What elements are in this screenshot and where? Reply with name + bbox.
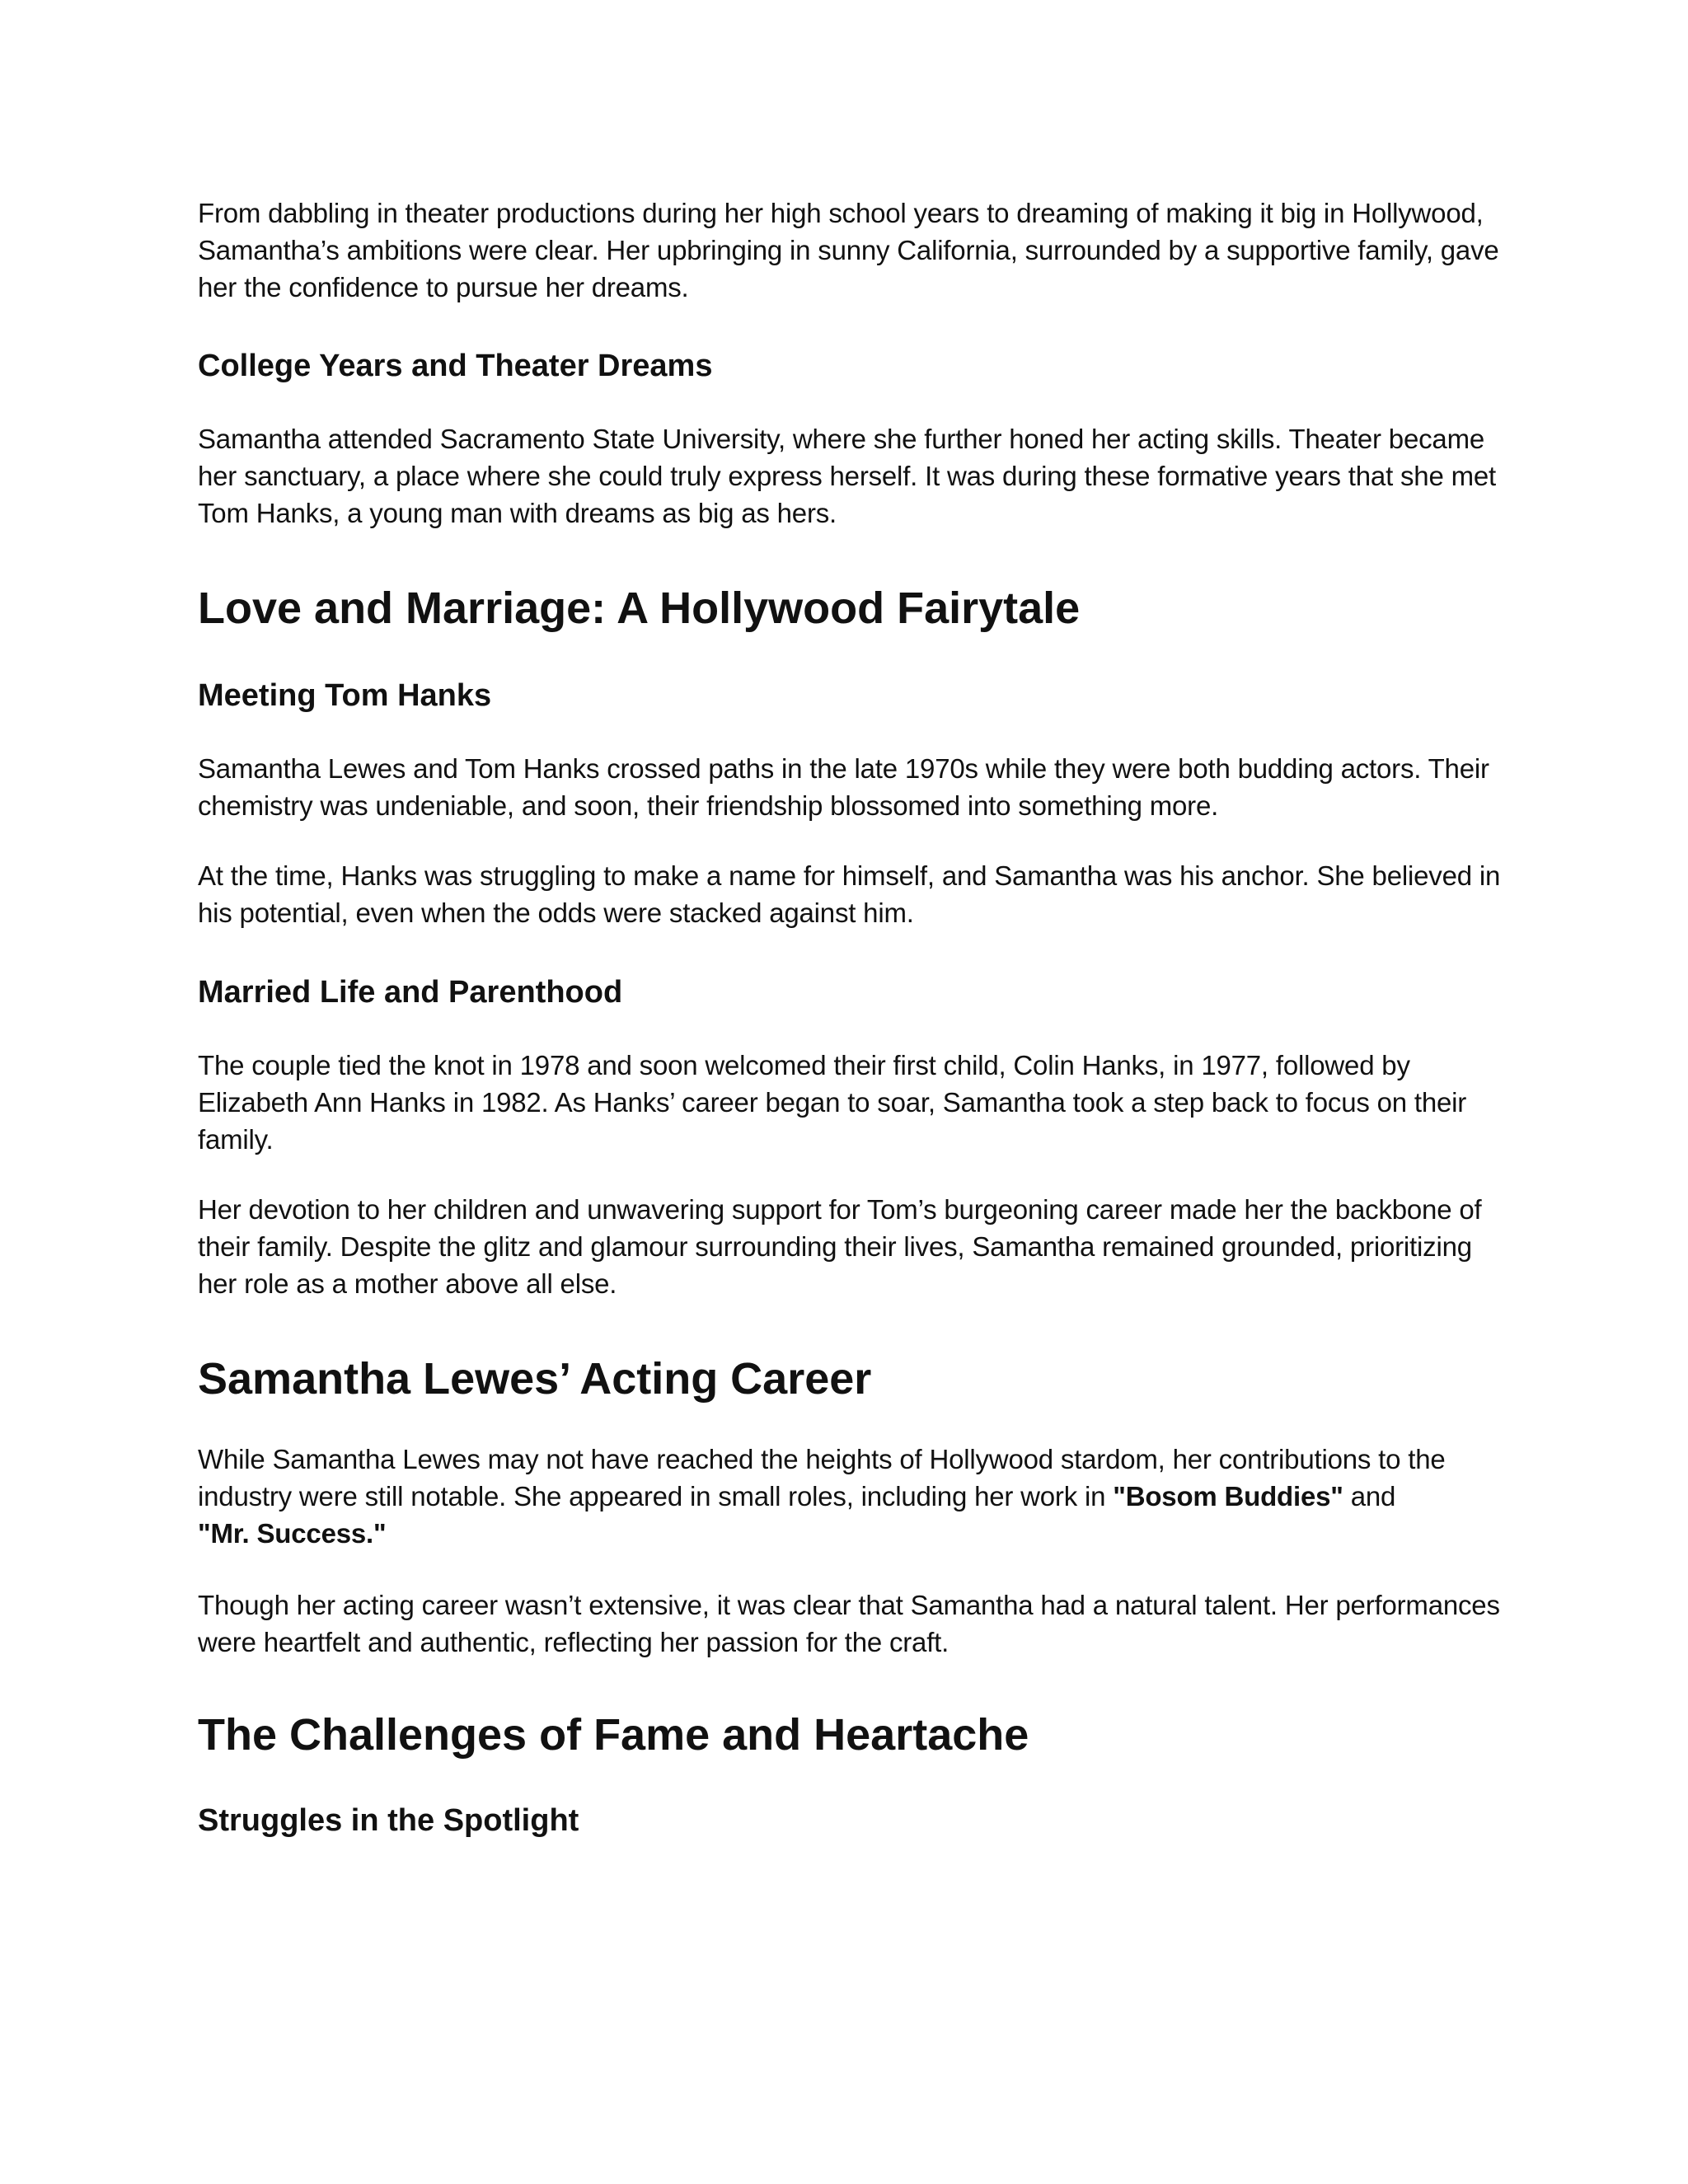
paragraph-acting-text-mid: and — [1343, 1481, 1396, 1511]
heading-college-years: College Years and Theater Dreams — [198, 349, 713, 383]
heading-acting-career: Samantha Lewes’ Acting Career — [198, 1354, 872, 1404]
heading-married-life: Married Life and Parenthood — [198, 975, 623, 1010]
paragraph-meeting: Samantha Lewes and Tom Hanks crossed paths in the late 1970s while they were both budding actors. Their chemistry was undeniable, and soon, their friendship blossomed into something more. — [198, 753, 1489, 821]
paragraph-acting-text-start: While Samantha Lewes may not have reached the heights of Hollywood stardom, her contributions to the industry were still notable. She appeared in small roles, including her work in — [198, 1444, 1446, 1511]
heading-meeting-tom-hanks: Meeting Tom Hanks — [198, 678, 492, 713]
paragraph-anchor: At the time, Hanks was struggling to make a name for himself, and Samantha was his anchor. She believed in his potential, even when the odds were stacked against him. — [198, 860, 1501, 928]
heading-love-and-marriage: Love and Marriage: A Hollywood Fairytale — [198, 583, 1081, 633]
paragraph-college: Samantha attended Sacramento State University, where she further honed her acting skills. Theater became her sanctuary, a place where she could truly express herself. It was during these formative years that she met Tom Hanks, a young man with dreams as big as hers. — [198, 424, 1496, 528]
paragraph-married: The couple tied the knot in 1978 and soon welcomed their first child, Colin Hanks, in 1977, followed by Elizabeth Ann Hanks in 1982. As Hanks’ career began to soar, Samantha took a step back to focus on their family. — [198, 1050, 1467, 1155]
heading-challenges: The Challenges of Fame and Heartache — [198, 1710, 1029, 1760]
paragraph-natural-talent: Though her acting career wasn’t extensive, it was clear that Samantha had a natural talent. Her performances were heartfelt and authentic, reflecting her passion for the craft. — [198, 1590, 1500, 1657]
paragraph-acting — [198, 1441, 1508, 1552]
bold-title-mr-success: "Mr. Success." — [198, 1518, 387, 1549]
bold-title-bosom-buddies: "Bosom Buddies" — [1113, 1481, 1343, 1511]
paragraph-devotion: Her devotion to her children and unwavering support for Tom’s burgeoning career made her the backbone of their family. Despite the glitz and glamour surrounding their lives, Samantha remained grounded, prioritizing her role as a mother above all else. — [198, 1194, 1482, 1299]
paragraph-early-ambitions: From dabbling in theater productions during her high school years to dreaming of making it big in Hollywood, Samantha’s ambitions were clear. Her upbringing in sunny California, surrounded by a supportive family, gave her the confidence to pursue her dreams. — [198, 198, 1499, 302]
heading-struggles-spotlight: Struggles in the Spotlight — [198, 1803, 579, 1838]
